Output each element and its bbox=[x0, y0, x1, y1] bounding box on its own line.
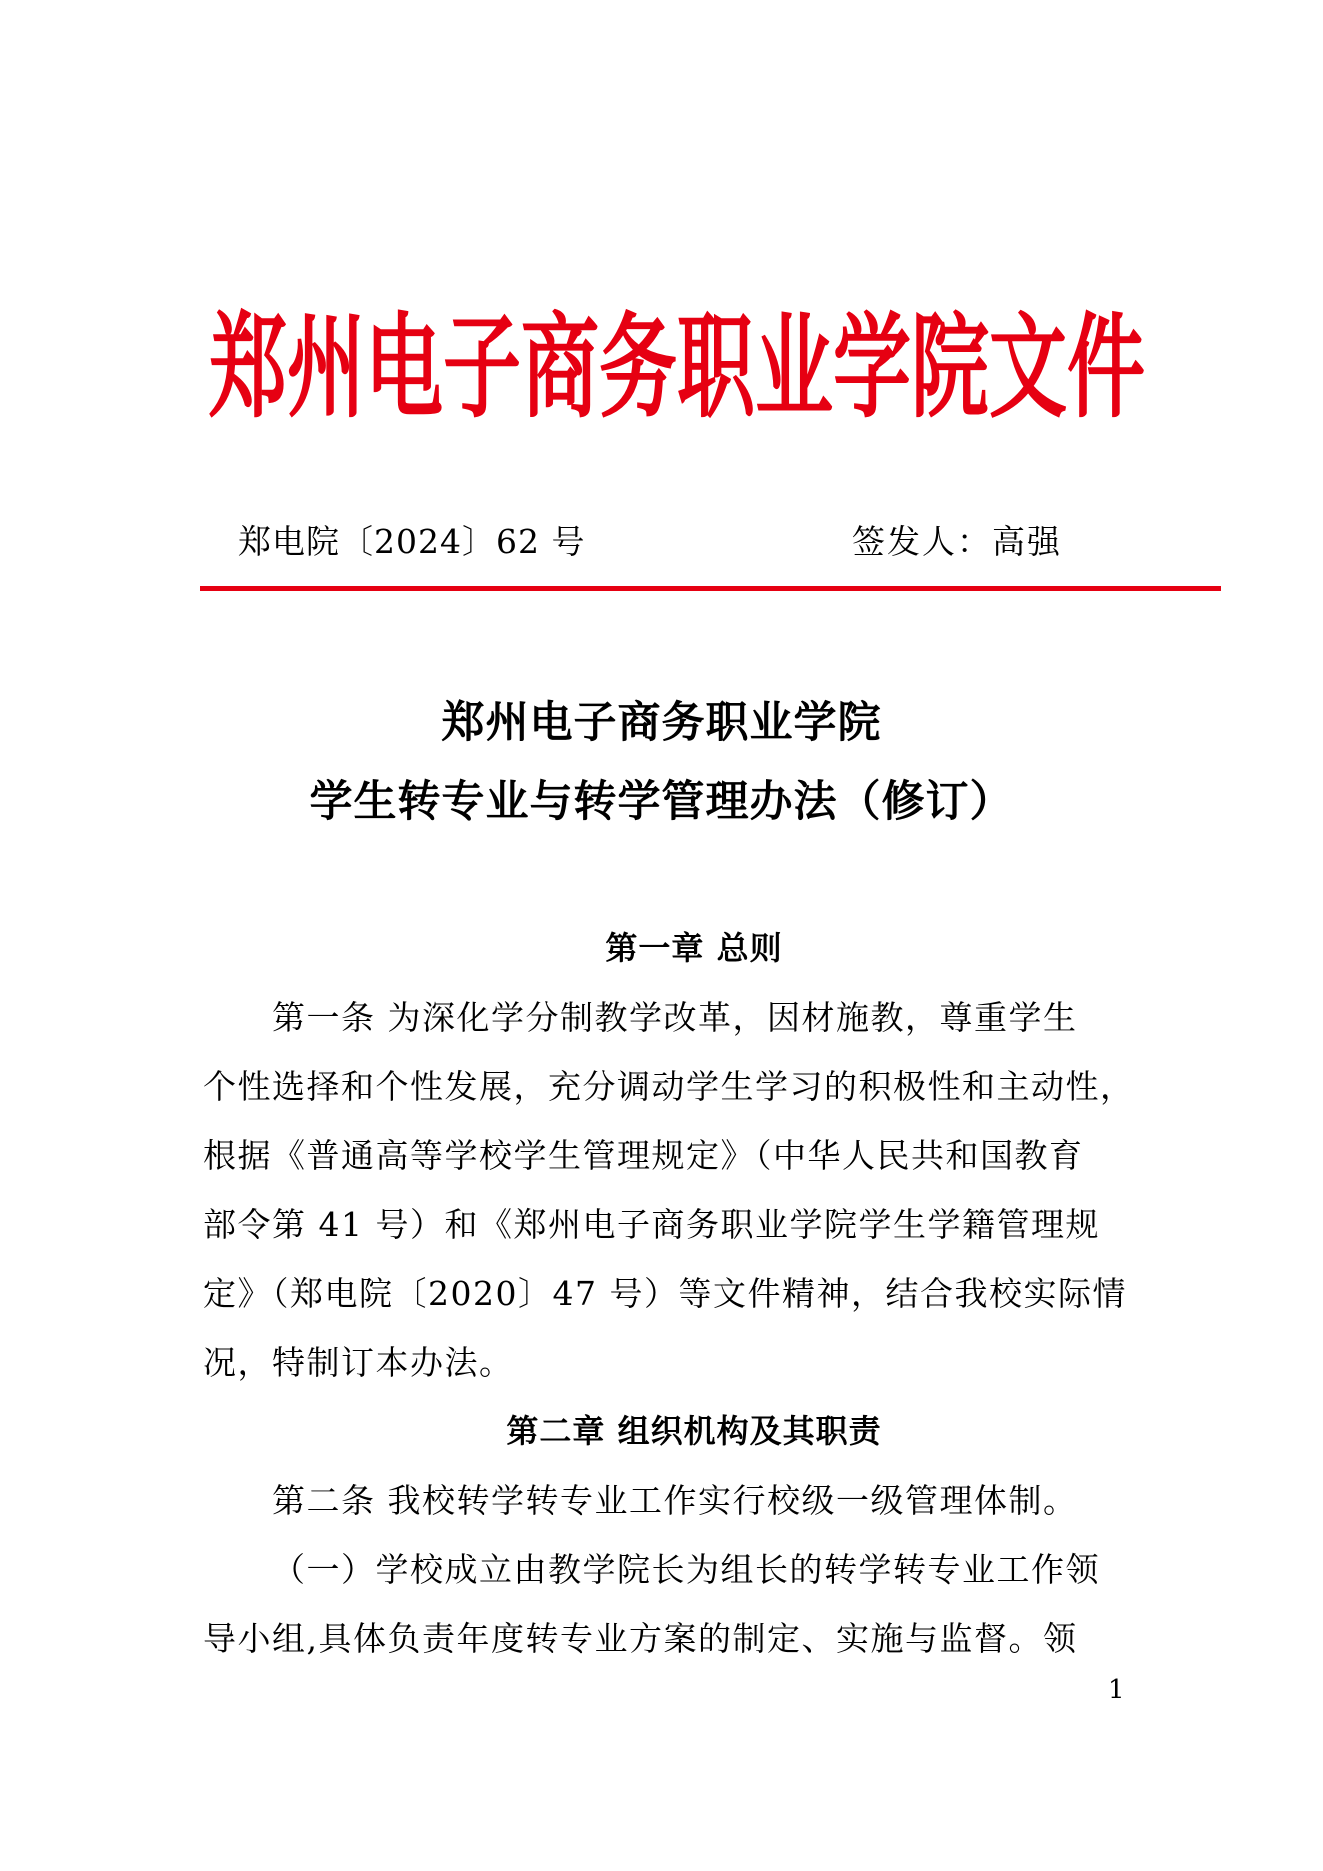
document-title-line-1: 郑州电子商务职业学院 bbox=[441, 698, 882, 748]
document-body bbox=[203, 914, 1185, 1673]
red-divider bbox=[200, 586, 1221, 591]
paragraph-line: 况，特制订本办法。 bbox=[203, 1343, 514, 1382]
document-title-line-2: 学生转专业与转学管理办法（修订） bbox=[309, 777, 1014, 827]
chapter-heading: 第二章 组织机构及其职责 bbox=[506, 1412, 882, 1450]
paragraph-line: （一）学校成立由教学院长为组长的转学转专业工作领 bbox=[272, 1550, 1100, 1589]
paragraph-line: 导小组,具体负责年度转专业方案的制定、实施与监督。领 bbox=[203, 1619, 1078, 1658]
document-number: 郑电院〔2024〕62 号 bbox=[238, 522, 586, 561]
issuer: 签发人：高强 bbox=[852, 522, 1062, 561]
letterhead-title: 郑州电子商务职业学院文件 bbox=[209, 301, 1146, 434]
page-number: 1 bbox=[1108, 1675, 1125, 1705]
paragraph-line: 根据《普通高等学校学生管理规定》（中华人民共和国教育 bbox=[203, 1136, 1084, 1175]
paragraph-line: 部令第 41 号）和《郑州电子商务职业学院学生学籍管理规 bbox=[203, 1205, 1100, 1244]
chapter-heading: 第一章 总则 bbox=[605, 929, 783, 967]
paragraph-line: 第一条 为深化学分制教学改革，因材施教，尊重学生 bbox=[272, 998, 1078, 1037]
paragraph-line: 第二条 我校转学转专业工作实行校级一级管理体制。 bbox=[272, 1481, 1078, 1520]
paragraph-line: 定》（郑电院〔2020〕47 号）等文件精神，结合我校实际情 bbox=[203, 1274, 1127, 1313]
paragraph-line: 个性选择和个性发展，充分调动学生学习的积极性和主动性， bbox=[203, 1067, 1135, 1106]
